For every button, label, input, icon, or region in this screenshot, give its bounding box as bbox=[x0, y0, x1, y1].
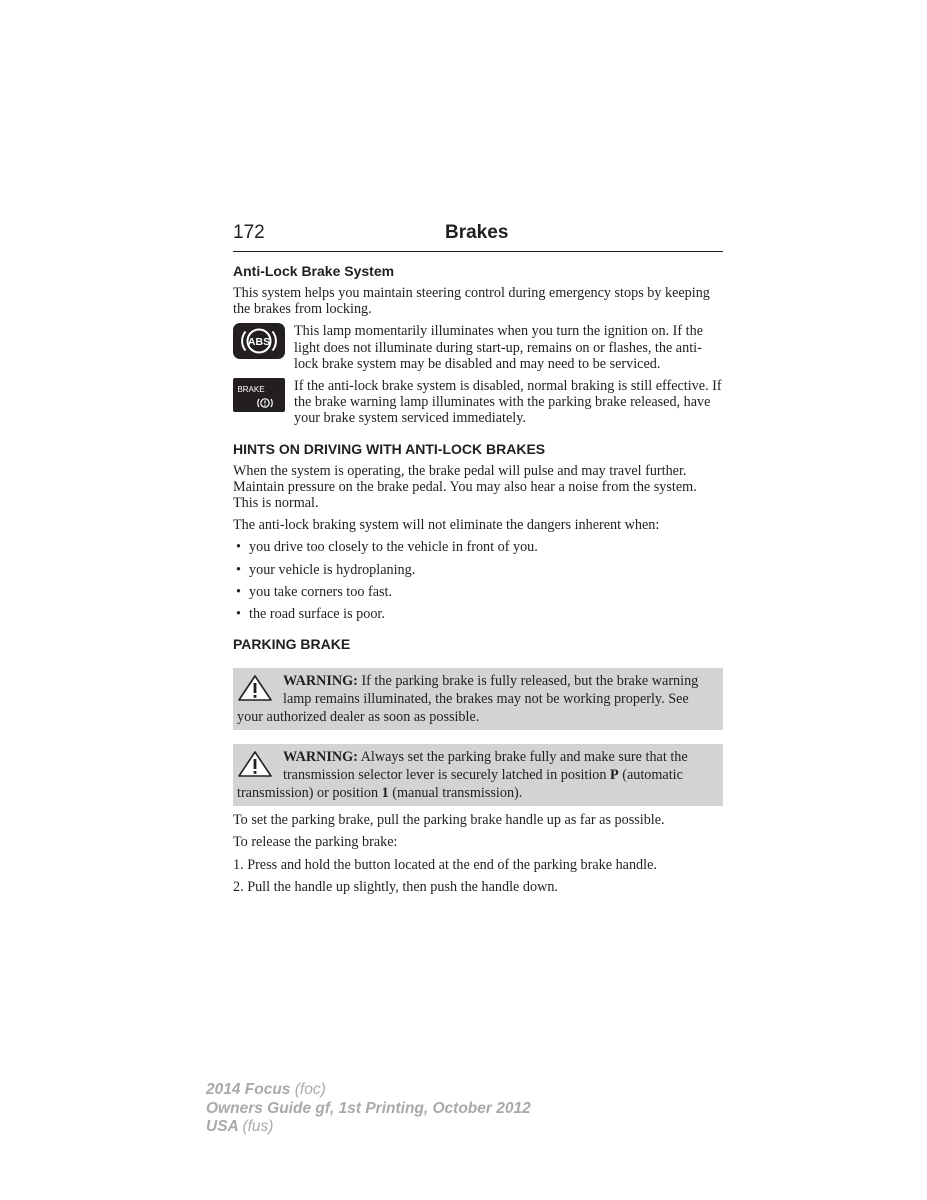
footer-market: USA bbox=[206, 1118, 239, 1135]
brake-lamp-block bbox=[233, 378, 723, 427]
brake-warning-lamp-icon bbox=[233, 378, 285, 412]
list-item: • your vehicle is hydroplaning. bbox=[236, 561, 416, 578]
hints-section-title: HINTS ON DRIVING WITH ANTI-LOCK BRAKES bbox=[233, 440, 546, 457]
print-footer bbox=[206, 1081, 531, 1137]
footer-model-code: (foc) bbox=[294, 1081, 326, 1098]
warning-triangle-icon bbox=[237, 750, 273, 778]
abs-warning-lamp-icon bbox=[233, 323, 285, 359]
hints-paragraph-2: The anti-lock braking system will not eliminate the dangers inherent when: bbox=[233, 517, 660, 534]
abs-lamp-block bbox=[233, 323, 723, 372]
abs-section-title: Anti-Lock Brake System bbox=[233, 263, 395, 279]
release-step-1: 1. Press and hold the button located at the end of the parking brake handle. bbox=[233, 856, 657, 873]
warning-triangle-icon bbox=[237, 674, 273, 702]
release-step-2: 2. Pull the handle up slightly, then push the handle down. bbox=[233, 878, 558, 895]
brake-lamp-paragraph: If the anti-lock brake system is disabled, normal braking is still effective. If the brake warning lamp illuminates with the parking brake released, have your brake system serviced immediately. bbox=[294, 378, 722, 427]
footer-printing: Owners Guide gf, 1st Printing, October 2012 bbox=[206, 1099, 531, 1117]
dangers-list bbox=[233, 539, 723, 622]
abs-lamp-paragraph: This lamp momentarily illuminates when you turn the ignition on. If the light does not illuminate during start-up, remains on or flashes, the anti-lock brake system may be disabled and may need to be serviced. bbox=[294, 323, 704, 372]
chapter-title: Brakes bbox=[445, 222, 509, 243]
warning-box-2 bbox=[233, 744, 723, 806]
list-item: • the road surface is poor. bbox=[236, 606, 385, 623]
warning-2-text: WARNING: Always set the parking brake fully and make sure that the transmission selector lever is securely latched in position P (automatic transmission) or position 1 (manual transmission). bbox=[237, 749, 688, 802]
set-parking-brake-text: To set the parking brake, pull the parking brake handle up as far as possible. bbox=[233, 812, 665, 829]
parking-instructions bbox=[233, 812, 723, 895]
warning-box-1 bbox=[233, 668, 723, 730]
warning-1-text: WARNING: If the parking brake is fully released, but the brake warning lamp remains illuminated, the brakes may not be working properly. See your authorized dealer as soon as possible. bbox=[237, 673, 699, 726]
abs-icon-label: ABS bbox=[247, 336, 271, 349]
brake-icon-label: BRAKE bbox=[237, 385, 265, 395]
footer-model: 2014 Focus bbox=[206, 1081, 291, 1098]
abs-intro-paragraph: This system helps you maintain steering control during emergency stops by keeping the brakes from locking. bbox=[233, 285, 710, 318]
hints-paragraph-1: When the system is operating, the brake pedal will pulse and may travel further. Maintain pressure on the brake pedal. You may also hear a noise from the system. This is normal. bbox=[233, 462, 697, 512]
footer-market-code: (fus) bbox=[242, 1118, 274, 1135]
parking-section-title: PARKING BRAKE bbox=[233, 636, 351, 653]
list-item: • you take corners too fast. bbox=[236, 583, 393, 600]
page-header bbox=[233, 222, 723, 252]
page-number: 172 bbox=[233, 222, 265, 243]
release-intro-text: To release the parking brake: bbox=[233, 834, 398, 851]
manual-page bbox=[233, 222, 723, 895]
list-item: • you drive too closely to the vehicle in front of you. bbox=[236, 539, 538, 556]
